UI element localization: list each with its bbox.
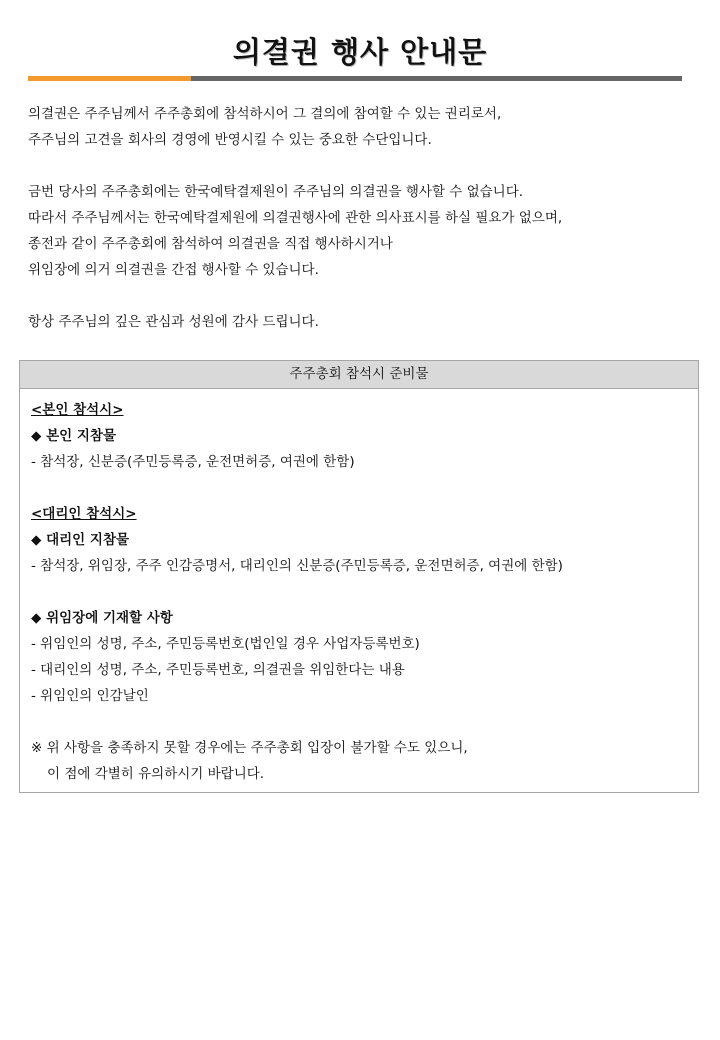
intro-line: 종전과 같이 주주총회에 참석하여 의결권을 직접 행사하시거나 (28, 236, 393, 252)
intro-line: 항상 주주님의 깊은 관심과 성원에 감사 드립니다. (28, 314, 319, 330)
list-item: - 대리인의 성명, 주소, 주민등록번호, 의결권을 위임한다는 내용 (31, 662, 405, 678)
intro-paragraph (28, 179, 698, 283)
self-attendance-section (31, 397, 687, 475)
intro-paragraph (28, 101, 698, 153)
preparation-box (19, 360, 699, 793)
self-attendance-heading: <본인 참석시> (31, 402, 124, 418)
notice-line: ※ 위 사항을 충족하지 못할 경우에는 주주총회 입장이 불가할 수도 있으니, (31, 740, 468, 756)
intro-line: 따라서 주주님께서는 한국예탁결제원에 의결권행사에 관한 의사표시를 하실 필요가 없으며, (28, 210, 563, 226)
intro-line: 위임장에 의거 의결권을 간접 행사할 수 있습니다. (28, 262, 319, 278)
intro-paragraph (28, 309, 698, 335)
preparation-box-header: 주주총회 참석시 준비물 (20, 361, 698, 389)
title-underline-accent (28, 76, 191, 81)
intro-line: 주주님의 고견을 회사의 경영에 반영시킬 수 있는 중요한 수단입니다. (28, 132, 432, 148)
intro-text (28, 101, 698, 361)
notice-line: 이 점에 각별히 유의하시기 바랍니다. (47, 766, 265, 782)
title-underline-main (191, 76, 682, 81)
preparation-box-body (20, 389, 698, 792)
list-item: - 참석장, 위임장, 주주 인감증명서, 대리인의 신분증(주민등록증, 운전면허증, 여권에 한함) (31, 558, 563, 574)
proxy-items-subheading: ◆ 대리인 지참물 (31, 532, 130, 548)
proxy-form-subheading: ◆ 위임장에 기재할 사항 (31, 610, 173, 626)
title-underline (28, 76, 682, 81)
list-item: - 위임인의 성명, 주소, 주민등록번호(법인일 경우 사업자등록번호) (31, 636, 420, 652)
list-item: - 참석장, 신분증(주민등록증, 운전면허증, 여권에 한함) (31, 454, 355, 470)
self-items-subheading: ◆ 본인 지참물 (31, 428, 116, 444)
list-item: - 위임인의 인감날인 (31, 688, 149, 704)
proxy-form-section (31, 605, 687, 709)
proxy-attendance-section (31, 501, 687, 579)
notice-section (31, 735, 687, 787)
page-title: 의결권 행사 안내문 (232, 35, 488, 69)
intro-line: 의결권은 주주님께서 주주총회에 참석하시어 그 결의에 참여할 수 있는 권리로서, (28, 106, 502, 122)
intro-line: 금번 당사의 주주총회에는 한국예탁결제원이 주주님의 의결권을 행사할 수 없습니다. (28, 184, 524, 200)
proxy-attendance-heading: <대리인 참석시> (31, 506, 137, 522)
